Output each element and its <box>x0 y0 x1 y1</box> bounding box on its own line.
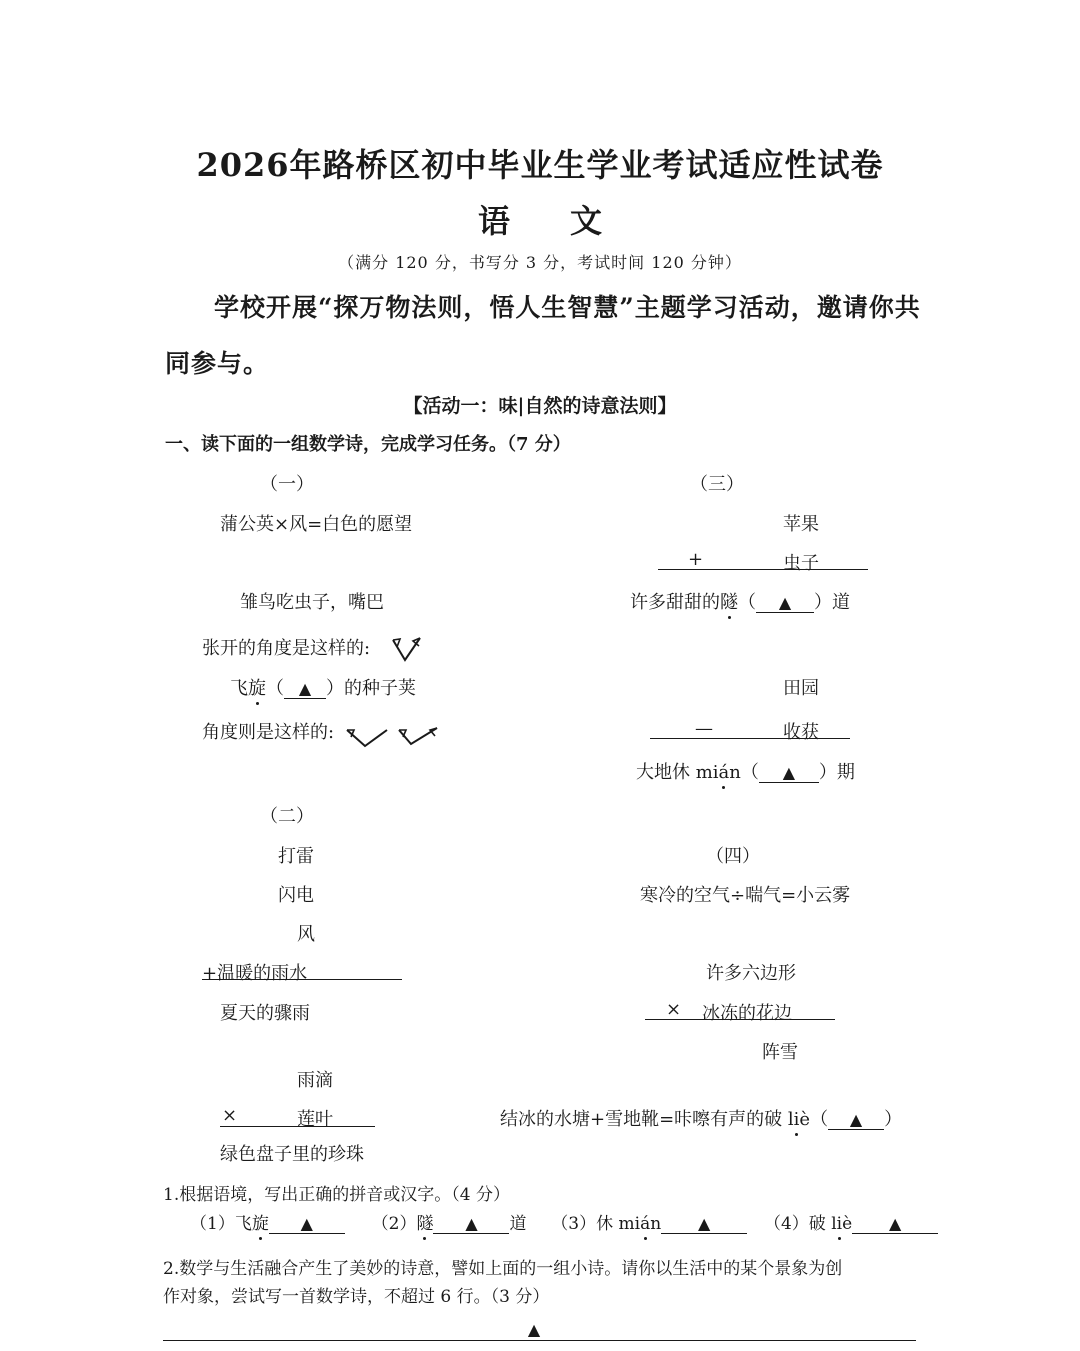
poem2-op: × <box>222 1105 238 1126</box>
question-2-line-2: 作对象，尝试写一首数学诗，不超过 6 行。（3 分） <box>163 1287 550 1307</box>
poem3-op: + <box>688 549 704 570</box>
answer-marker: ▲ <box>527 1320 541 1339</box>
poem3-op: — <box>695 718 713 739</box>
poem3-line-2: 虫子 <box>783 553 819 574</box>
beak-angle-icon <box>390 634 426 664</box>
poem3-line-3: 许多甜甜的隧（ ▲ ）道 <box>630 592 850 613</box>
poem2-line-8: 绿色盘子里的珍珠 <box>220 1144 364 1165</box>
subject-title: 语文 <box>477 202 663 240</box>
answer-line[interactable] <box>163 1340 916 1341</box>
answer-blank: ▲ <box>759 764 819 783</box>
poem1-line-5: 角度则是这样的: <box>202 722 335 743</box>
fraction-bar <box>650 738 850 739</box>
question-2-line-1: 2.数学与生活融合产生了美妙的诗意，譬如上面的一组小诗。请你以生活中的某个景象为创 <box>163 1259 843 1279</box>
poem1-line-2: 雏鸟吃虫子，嘴巴 <box>240 592 384 613</box>
fraction-bar <box>202 979 402 980</box>
intro-line-1: 学校开展“探万物法则，悟人生智慧”主题学习活动，邀请你共 <box>214 293 921 322</box>
section-heading: 一、读下面的一组数学诗，完成学习任务。（7 分） <box>165 434 571 455</box>
intro-line-2: 同参与。 <box>165 349 270 378</box>
poem4-line-4: 阵雪 <box>762 1042 798 1063</box>
poem1-line-3: 张开的角度是这样的: <box>202 638 371 659</box>
poem4-line-5: 结冰的水塘+雪地靴=咔嚓有声的破 liè（ ▲ ） <box>500 1109 903 1130</box>
poem2-line-2: 闪电 <box>278 885 314 906</box>
poem2-line-7: 莲叶 <box>297 1109 333 1130</box>
poem2-line-4: +温暖的雨水 <box>202 963 308 984</box>
poem2-line-6: 雨滴 <box>297 1070 333 1091</box>
poem4-op: × <box>666 999 682 1020</box>
poem4-line-3: 冰冻的花边 <box>702 1003 792 1024</box>
poem4-label: （四） <box>706 846 760 867</box>
exam-meta: （满分 120 分，书写分 3 分，考试时间 120 分钟） <box>338 253 742 272</box>
poem3-line-1: 苹果 <box>783 514 819 535</box>
poem1-label: （一） <box>260 474 314 495</box>
activity-title: 【活动一：味|自然的诗意法则】 <box>403 395 677 417</box>
exam-title: 2026年路桥区初中毕业生学业考试适应性试卷 <box>196 146 884 184</box>
answer-blank-3: ▲ <box>661 1215 747 1234</box>
fraction-bar <box>220 1126 375 1127</box>
poem2-line-3: 风 <box>297 924 315 945</box>
poem2-line-1: 打雷 <box>278 846 314 867</box>
answer-blank: ▲ <box>756 594 814 613</box>
poem1-line-1: 蒲公英×风=白色的愿望 <box>220 514 413 535</box>
answer-blank-1: ▲ <box>269 1215 345 1234</box>
poem1-line-4: 飞旋（ ▲ ）的种子荚 <box>230 678 416 699</box>
answer-blank: ▲ <box>284 680 326 699</box>
poem2-label: （二） <box>260 806 314 827</box>
poem4-line-1: 寒冷的空气÷喘气=小云雾 <box>640 885 851 906</box>
fraction-bar <box>658 569 868 570</box>
question-1-answers: （1）飞旋 ▲ （2）隧 ▲ 道 （3）休 mián ▲ （4）破 liè ▲ <box>190 1209 938 1234</box>
poem3-line-5: 收获 <box>783 722 819 743</box>
seed-pod-angle-icon <box>343 724 443 750</box>
fraction-bar <box>645 1019 835 1020</box>
answer-blank-2: ▲ <box>433 1215 509 1234</box>
poem4-line-2: 许多六边形 <box>706 963 796 984</box>
answer-blank: ▲ <box>828 1111 884 1130</box>
poem2-line-5: 夏天的骤雨 <box>220 1003 310 1024</box>
question-1: 1.根据语境，写出正确的拼音或汉字。（4 分） <box>163 1185 510 1205</box>
poem3-label: （三） <box>690 474 744 495</box>
poem3-line-6: 大地休 mián（ ▲ ）期 <box>636 762 855 783</box>
poem3-line-4: 田园 <box>783 678 819 699</box>
answer-blank-4: ▲ <box>852 1215 938 1234</box>
